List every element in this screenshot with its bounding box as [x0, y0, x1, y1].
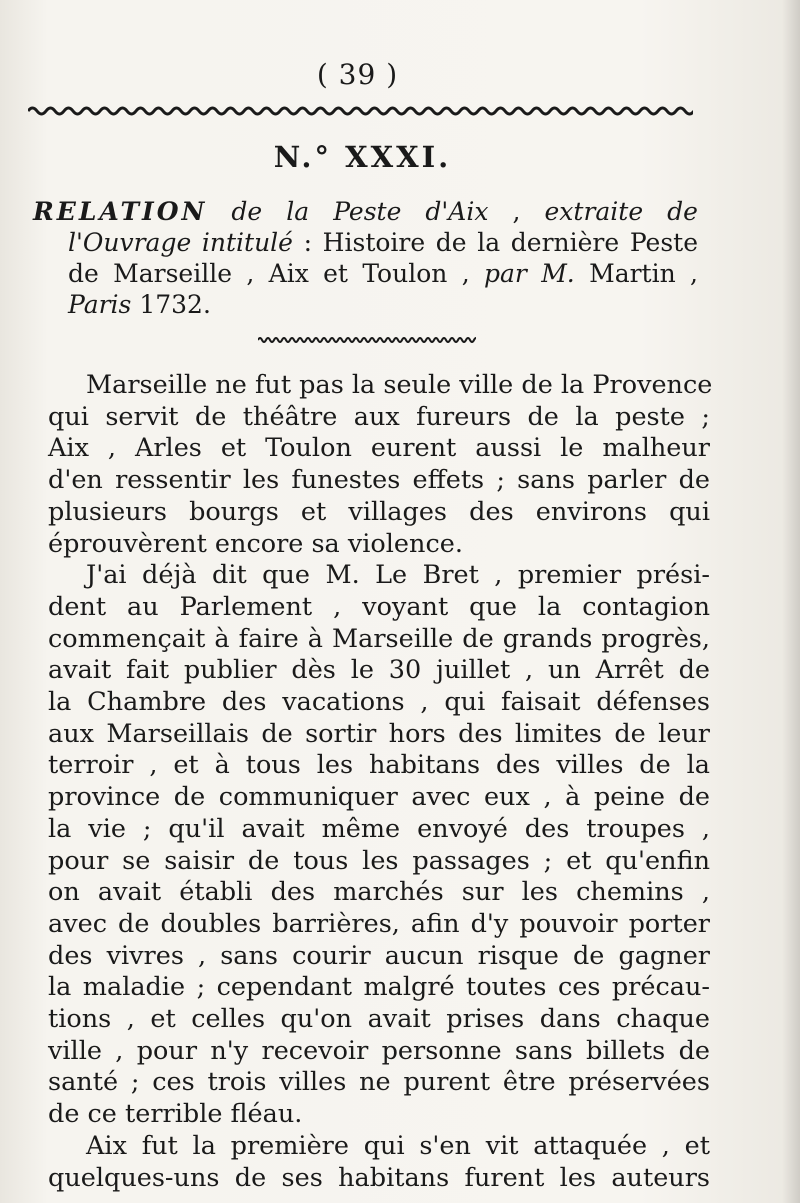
text-line: dent au Parlement , voyant que la contagion: [48, 591, 710, 622]
text-line: Aix , Arles et Toulon eurent aussi le malheur: [48, 433, 710, 464]
title-segment: ,: [488, 197, 545, 226]
section-number-heading: N.° XXXI.: [273, 140, 452, 174]
title-segment: de Marseille , Aix et Toulon ,: [68, 259, 484, 288]
text-line: ville , pour n'y recevoir personne sans billets de: [48, 1035, 710, 1066]
page-edge-shadow: [782, 0, 800, 1203]
title-line: [33, 227, 698, 258]
text-line: plusieurs bourgs et villages des environs qui: [48, 496, 710, 527]
body-text: [48, 370, 713, 1194]
text-line: la vie ; qu'il avait même envoyé des troupes ,: [48, 813, 710, 844]
text-line: Marseille ne fut pas la seule ville de la Provence: [86, 370, 713, 400]
text-line: J'ai déjà dit que M. Le Bret , premier prési-: [86, 560, 710, 591]
title-segment: Paris: [68, 290, 132, 319]
title-line: [33, 196, 698, 227]
title-segment: de la Peste d'Aix: [207, 197, 489, 226]
text-line: pour se saisir de tous les passages ; et qu'enfin: [48, 845, 710, 876]
text-line: tions , et celles qu'on avait prises dans chaque: [48, 1004, 710, 1035]
text-line: de ce terrible fléau.: [48, 1099, 303, 1130]
text-line: la Chambre des vacations , qui faisait défenses: [48, 687, 710, 718]
text-line: qui servit de théâtre aux fureurs de la peste ;: [48, 401, 710, 432]
text-line: éprouvèrent encore sa violence.: [48, 528, 463, 559]
page-number: ( 39 ): [316, 58, 399, 91]
text-line: province de communiquer avec eux , à peine de: [48, 782, 710, 813]
title-segment: RELATION: [33, 197, 208, 226]
text-line: terroir , et à tous les habitans des villes de la: [48, 750, 710, 781]
text-line: aux Marseillais de sortir hors des limites de leur: [48, 718, 710, 749]
title-segment: l'Ouvrage intitulé: [68, 228, 293, 257]
title-segment: par M.: [484, 259, 575, 288]
title-segment: 1732.: [131, 290, 211, 319]
text-line: avec de doubles barrières, afin d'y pouvoir porter: [48, 908, 710, 939]
text-line: la maladie ; cependant malgré toutes ces précau-: [48, 972, 710, 1003]
title-segment: : Histoire de la dernière Peste: [292, 228, 698, 257]
text-line: avait fait publier dès le 30 juillet , un Arrêt de: [48, 655, 710, 686]
relation-title: [33, 196, 698, 320]
decorative-short-rule: [258, 334, 476, 346]
text-line: santé ; ces trois villes ne purent être préservées: [48, 1067, 710, 1098]
title-line: [33, 289, 698, 320]
title-segment: extraite de: [544, 197, 698, 226]
text-line: d'en ressentir les funestes effets ; sans parler de: [48, 465, 710, 496]
text-line: des vivres , sans courir aucun risque de gagner: [48, 940, 710, 971]
title-line: [33, 258, 698, 289]
text-line: commençait à faire à Marseille de grands progrès,: [48, 623, 710, 654]
text-line: on avait établi des marchés sur les chemins ,: [48, 877, 710, 908]
text-line: quelques-uns de ses habitans furent les auteurs: [48, 1162, 710, 1193]
title-segment: Martin ,: [574, 259, 698, 288]
decorative-wavy-rule: [28, 102, 693, 120]
text-line: Aix fut la première qui s'en vit attaquée , et: [86, 1130, 710, 1161]
